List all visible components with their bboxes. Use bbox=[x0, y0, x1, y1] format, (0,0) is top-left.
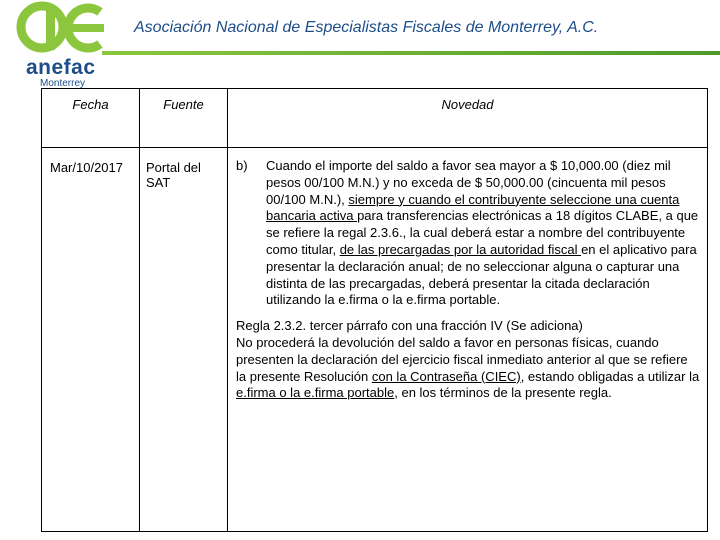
underlined-phrase: siempre y cuando el contribuyente seleccione una cuenta bancaria activa bbox=[266, 191, 680, 224]
anefac-logo bbox=[12, 0, 122, 92]
regla-body: No procederá la devolución del saldo a favor en personas físicas, cuando presenten la declaración del ejercicio fiscal inmediato anterior al que se refiere la presente Resolución con la Contraseña (CIEC), estando obligadas a utilizar la e.firma o la e.firma portable, en los términos de la presente regla. bbox=[236, 334, 700, 401]
cell-fuente: Portal del SAT bbox=[140, 148, 228, 532]
header-divider bbox=[102, 51, 720, 55]
header bbox=[0, 0, 720, 92]
underlined-phrase: de las precargadas por la autoridad fiscal bbox=[339, 241, 582, 257]
list-item bbox=[236, 158, 701, 309]
header-fuente: Fuente bbox=[140, 89, 228, 148]
item-marker: b) bbox=[236, 158, 248, 173]
regla-title: Regla 2.3.2. tercer párrafo con una fracción IV (Se adiciona) bbox=[236, 318, 583, 334]
underlined-phrase: e.firma o la e.firma portable bbox=[236, 385, 395, 401]
table-header-row bbox=[42, 89, 708, 148]
novedades-table bbox=[41, 88, 708, 532]
logo-city: Monterrey bbox=[40, 78, 86, 89]
table-row bbox=[42, 148, 708, 532]
header-novedad: Novedad bbox=[228, 89, 708, 148]
cell-novedad bbox=[228, 148, 708, 532]
logo-wordmark: anefac bbox=[26, 56, 96, 79]
organization-title: Asociación Nacional de Especialistas Fiscales de Monterrey, A.C. bbox=[134, 19, 599, 36]
regla-paragraph bbox=[236, 318, 701, 402]
header-fecha: Fecha bbox=[42, 89, 140, 148]
cell-fecha: Mar/10/2017 bbox=[42, 148, 140, 532]
item-body: Cuando el importe del saldo a favor sea mayor a $ 10,000.00 (diez mil pesos 00/100 M.N.) y no exceda de $ 50,000.00 (cincuenta mil pesos 00/100 M.N.), siempre y cuando el contribuyente seleccione una cuenta bancaria activa para transferencias electrónicas a 18 dígitos CLABE, a que se refiere la regal 2.3.6., la cual deberá estar a nombre del contribuyente como titular, de las precargadas por la autoridad fiscal en el aplicativo para presentar la declaración anual; de no seleccionar alguna o capturar una distinta de las precargadas, deberá presentar la citada declaración utilizando la e.firma o la e.firma portable. bbox=[266, 158, 699, 308]
underlined-phrase: con la Contraseña (CIEC) bbox=[371, 368, 521, 384]
